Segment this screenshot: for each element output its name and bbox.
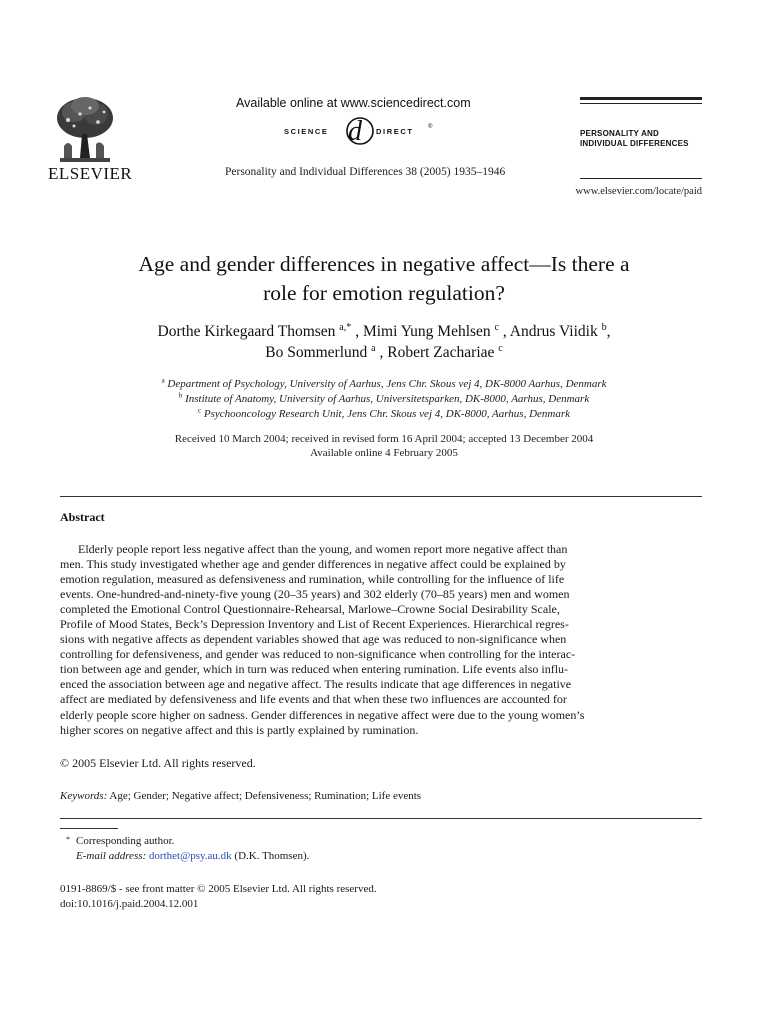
divider-bottom [60,818,702,819]
email-link[interactable]: dorthet@psy.au.dk [148,850,232,862]
abstract-heading: Abstract [60,510,105,524]
issn-line: 0191-8869/$ - see front matter © 2005 Elsevier Ltd. All rights reserved. [60,883,377,895]
abstract-line: emotion regulation, measured as defensiveness and rumination, while controlling for the influence of life [60,572,565,587]
divider-top [60,496,702,497]
elsevier-logo [48,94,133,186]
footnotes [66,834,310,864]
elsevier-tree-icon [52,94,116,164]
author-sup[interactable]: a,* [339,321,352,333]
affiliation-list [60,377,708,422]
issn-block [60,882,377,912]
footnote-star: * [66,835,70,844]
footnote-rule [60,828,118,829]
author-list [60,321,708,363]
authors-line-1 [60,321,708,342]
received-dates: Received 10 March 2004; received in revised form 16 April 2004; accepted 13 December 2004 [174,433,594,445]
author-sup[interactable]: c [494,321,500,333]
journal-name-line2: INDIVIDUAL DIFFERENCES [580,139,689,148]
abstract-line: events. One-hundred-and-ninety-five young (20–35 years) and 302 elderly (70–85 years) men and women [60,587,570,602]
abstract-line: higher scores on negative affect and this is partly explained by rumination. [60,722,419,737]
title-line-1: Age and gender differences in negative affect—Is there a [138,252,630,276]
abstract-line: men. This study investigated whether age and gender differences in negative affect could be explained by [60,557,566,572]
journal-rule-bottom [580,178,702,179]
email-label: E-mail address: [76,850,147,862]
abstract-line: sions with negative affects as dependent variables showed that age was reduced to non-significance when [60,632,567,647]
abstract-line: enced the association between age and negative affect. The results indicate that age differences in negative [60,677,572,692]
author-sup[interactable]: a [371,342,376,354]
author-name[interactable]: , Mimi Yung Mehlsen [355,323,491,340]
author-name[interactable]: Dorthe Kirkegaard Thomsen [157,323,336,340]
abstract-line: completed the Emotional Control Questionnaire-Rehearsal, Marlowe–Crowne Social Desirability Scale, [60,602,560,617]
sd-reg-mark: ® [428,124,433,130]
doi-line[interactable]: doi:10.1016/j.paid.2004.12.001 [60,898,199,910]
email-suffix: (D.K. Thomsen). [231,850,310,862]
abstract-line: Elderly people report less negative affect than the young, and women report more negative affect than [78,542,568,556]
online-date: Available online 4 February 2005 [310,447,458,459]
title-line-2: role for emotion regulation? [263,281,505,305]
affiliation-text: Psychooncology Research Unit, Jens Chr. Skous vej 4, DK-8000, Aarhus, Denmark [203,408,571,420]
sd-right-text: DIRECT [376,127,414,136]
authors-line-2 [60,342,708,363]
journal-url[interactable]: www.elsevier.com/locate/paid [575,186,702,197]
journal-rule-top-thin [580,103,702,104]
article-history [60,432,708,460]
affiliation-item [60,377,708,392]
email-line [76,849,309,864]
affiliation-sup: a [161,376,165,385]
keywords-label: Keywords: [60,790,108,802]
author-separator: , [606,323,611,340]
sd-at-icon: d [348,116,362,147]
sd-left-text: SCIENCE [284,127,329,136]
corresponding-author: Corresponding author. [76,835,175,847]
affiliation-item [60,392,708,407]
available-online-text: Available online at www.sciencedirect.com [236,96,471,110]
journal-rule-top [580,97,702,100]
author-name[interactable]: , Robert Zachariae [379,344,495,361]
abstract-line: tion between age and gender, which in turn was reduced when entering rumination. Life events also influ- [60,662,569,677]
journal-citation: Personality and Individual Differences 38 (2005) 1935–1946 [225,166,506,178]
sciencedirect-logo [282,114,442,148]
author-name[interactable]: Bo Sommerlund [265,344,368,361]
abstract-body [60,542,702,738]
journal-name-line1: PERSONALITY AND [580,129,660,138]
abstract-line: affect are mediated by defensiveness and life events and that when these two influences are accounted for [60,692,567,707]
author-sup[interactable]: b [601,321,607,333]
publisher-name: ELSEVIER [48,164,133,183]
abstract-line: controlling for defensiveness, and gender was reduced to non-significance when controlling for the interac- [60,647,576,662]
affiliation-item [60,407,708,422]
affiliation-sup: c [197,406,202,415]
journal-name [580,129,689,149]
author-sup[interactable]: c [498,342,503,354]
keywords-text: Age; Gender; Negative affect; Defensiveness; Rumination; Life events [107,790,422,802]
abstract-copyright: © 2005 Elsevier Ltd. All rights reserved. [60,756,256,770]
abstract-line: Profile of Mood States, Beck’s Depression Inventory and List of Recent Experiences. Hierarchical regres- [60,617,569,632]
affiliation-sup: b [178,391,183,400]
affiliation-text: Institute of Anatomy, University of Aarhus, Universitetsparken, DK-8000, Aarhus, Denmark [185,393,590,405]
keywords [60,790,421,802]
author-name[interactable]: , Andrus Viidik [502,323,598,340]
article-title [60,250,708,308]
abstract-line: elderly people score higher on sadness. Gender differences in negative affect were due to the young women’s [60,707,585,722]
affiliation-text: Department of Psychology, University of Aarhus, Jens Chr. Skous vej 4, DK-8000 Aarhus, Denmark [167,378,607,390]
